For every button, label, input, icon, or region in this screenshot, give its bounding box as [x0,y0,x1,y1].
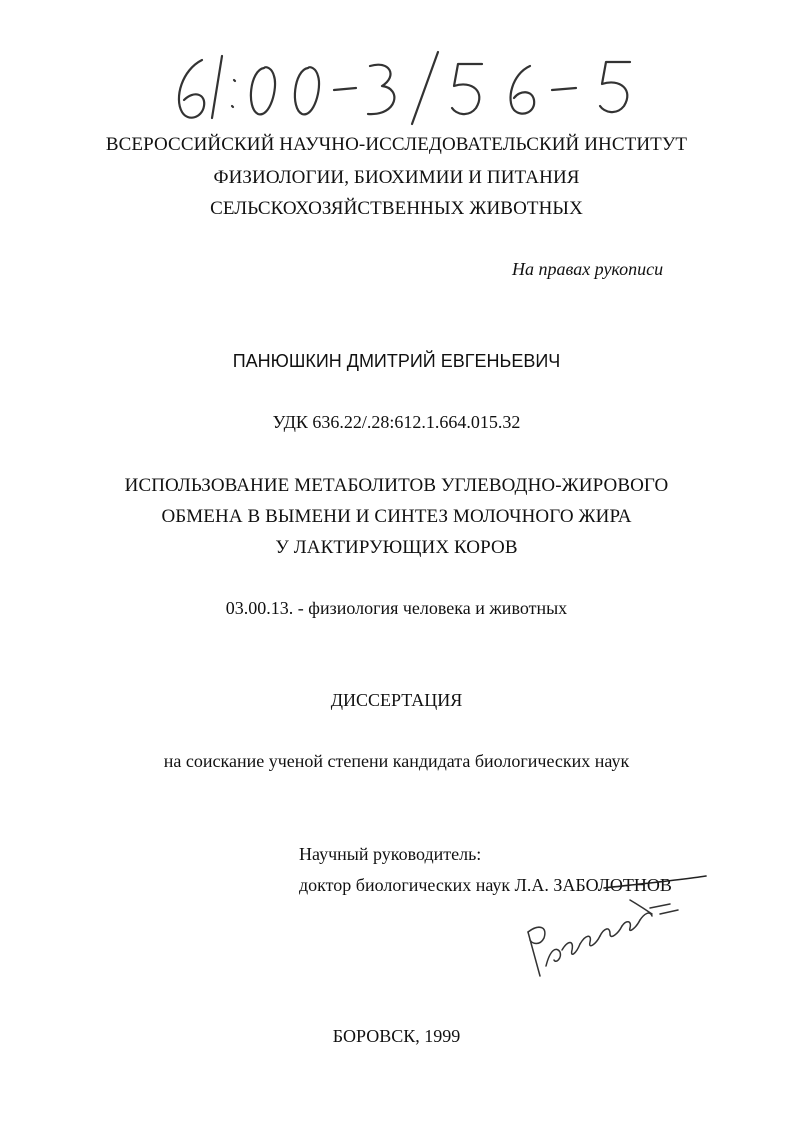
title-line-1: ИСПОЛЬЗОВАНИЕ МЕТАБОЛИТОВ УГЛЕВОДНО-ЖИРОВОГО [124,475,669,496]
handwritten-signature [510,880,690,990]
supervisor-name: доктор биологических наук Л.А. ЗАБОЛОТНОВ [299,875,672,895]
degree-line: на соискание ученой степени кандидата биологических наук [163,751,630,771]
udk-code: УДК 636.22/.28:612.1.664.015.32 [272,412,521,432]
supervisor-label: Научный руководитель: [299,844,482,864]
title-line-3: У ЛАКТИРУЮЩИХ КОРОВ [275,537,518,558]
specialty: 03.00.13. - физиология человека и животных [225,598,568,618]
institute-line-1: ВСЕРОССИЙСКИЙ НАУЧНО-ИССЛЕДОВАТЕЛЬСКИЙ ИНСТИТУТ [105,134,688,155]
institute-line-2: ФИЗИОЛОГИИ, БИОХИМИИ И ПИТАНИЯ [213,167,580,188]
institute-line-3: СЕЛЬСКОХОЗЯЙСТВЕННЫХ ЖИВОТНЫХ [210,198,583,219]
manuscript-note: На правах рукописи [512,259,664,279]
handwritten-archive-number [160,48,660,128]
place-and-year: БОРОВСК, 1999 [332,1026,461,1046]
title-line-2: ОБМЕНА В ВЫМЕНИ И СИНТЕЗ МОЛОЧНОГО ЖИРА [161,506,632,527]
author-name: ПАНЮШКИН ДМИТРИЙ ЕВГЕНЬЕВИЧ [232,351,561,371]
document-type: ДИССЕРТАЦИЯ [330,690,463,710]
